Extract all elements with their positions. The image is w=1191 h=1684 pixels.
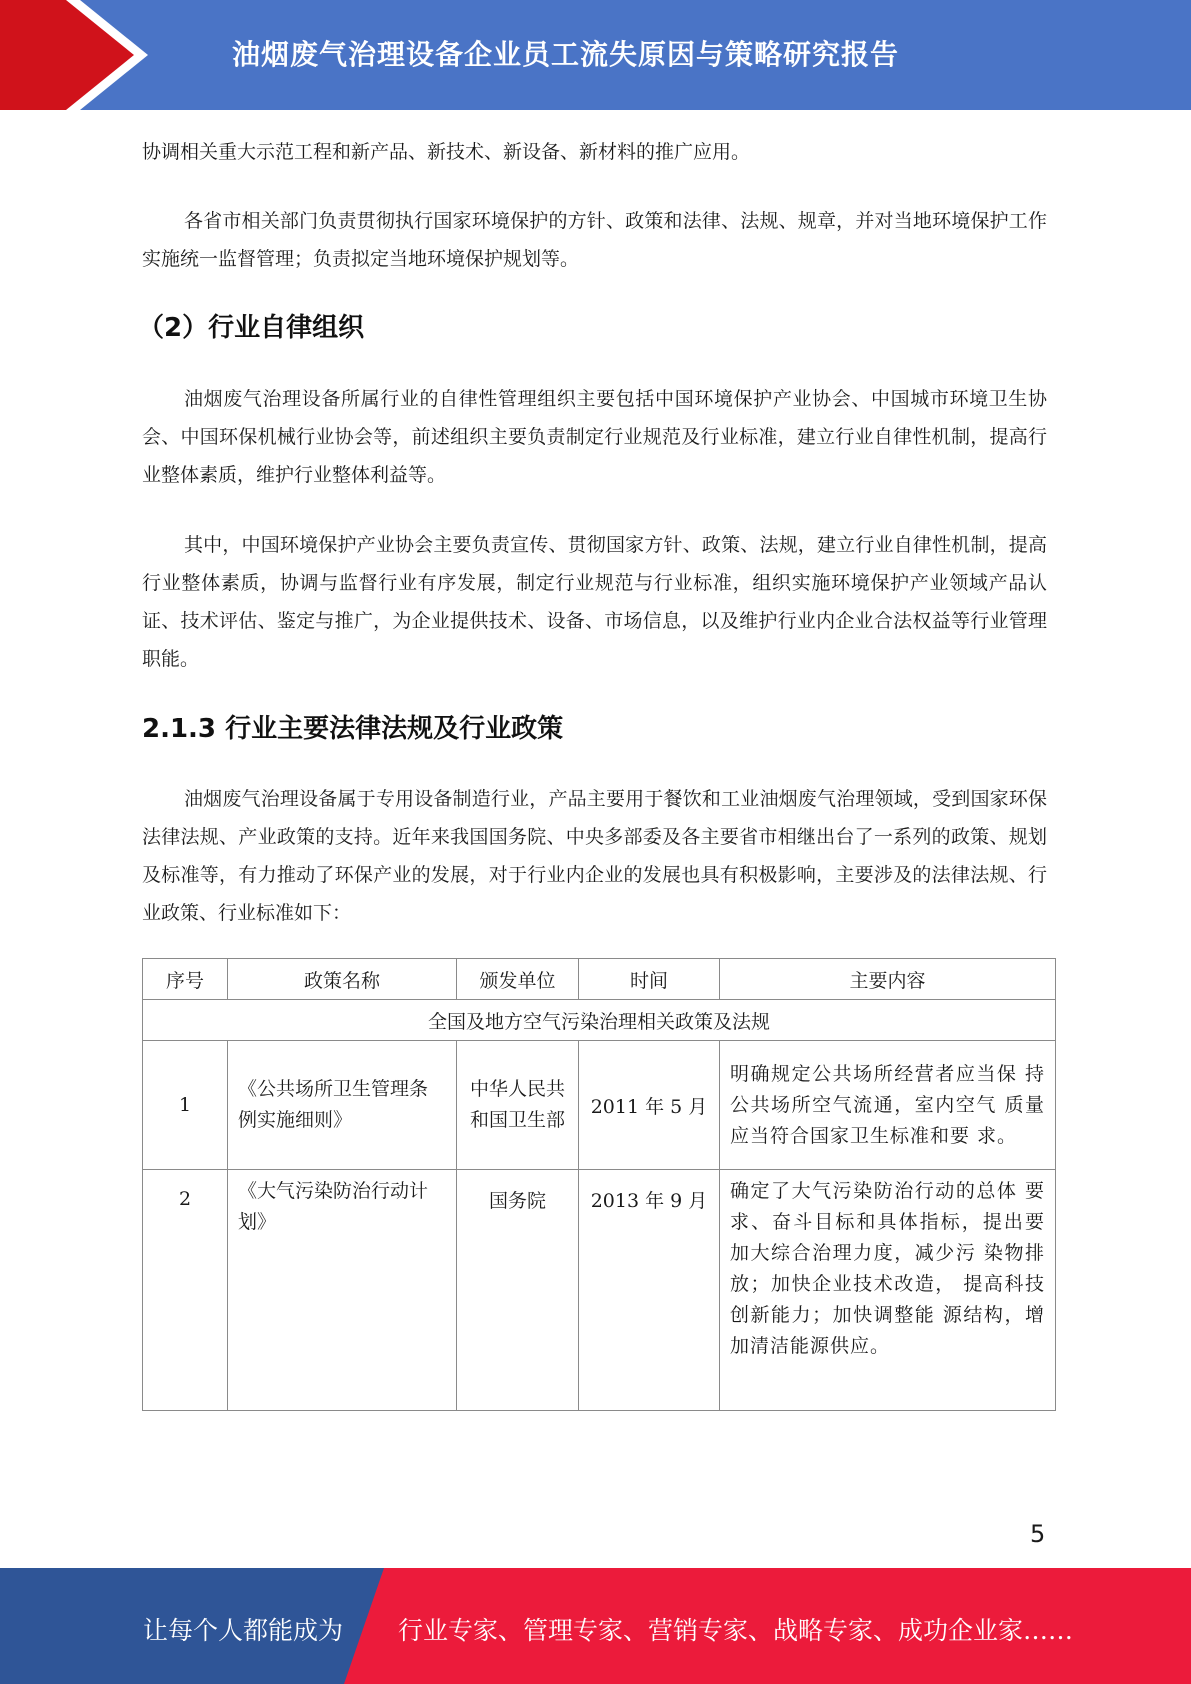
footer-slogan-right: 行业专家、管理专家、营销专家、战略专家、成功企业家…… bbox=[398, 1616, 1074, 1645]
section-heading-org: （2）行业自律组织 bbox=[138, 313, 365, 343]
table-section-title: 全国及地方空气污染治理相关政策及法规 bbox=[143, 1000, 1056, 1041]
cell-no: 2 bbox=[143, 1170, 228, 1411]
header-content: 主要内容 bbox=[720, 959, 1056, 1000]
table-row bbox=[143, 1041, 1056, 1170]
cell-issuer: 国务院 bbox=[457, 1170, 579, 1411]
paragraph-3: 油烟废气治理设备所属行业的自律性管理组织主要包括中国环境保护产业协会、中国城市环境卫生协会、中国环保机械行业协会等，前述组织主要负责制定行业规范及行业标准，建立行业自律性机制，提高行业整体素质，维护行业整体利益等。 bbox=[142, 388, 1047, 486]
header-time: 时间 bbox=[579, 959, 720, 1000]
footer-slogan-left: 让每个人都能成为 bbox=[143, 1616, 344, 1645]
paragraph-2: 各省市相关部门负责贯彻执行国家环境保护的方针、政策和法律、法规、规章，并对当地环境保护工作实施统一监督管理；负责拟定当地环境保护规划等。 bbox=[142, 210, 1047, 270]
cell-content: 确定了大气污染防治行动的总体 要求、奋斗目标和具体指标，提出要加大综合治理力度，减少污 染物排放；加快企业技术改造， 提高科技创新能力；加快调整能 源结构，增加清洁能源供应。 bbox=[720, 1170, 1056, 1411]
paragraph-4: 其中，中国环境保护产业协会主要负责宣传、贯彻国家方针、政策、法规，建立行业自律性机制，提高行业整体素质，协调与监督行业有序发展，制定行业规范与行业标准，组织实施环境保护产业领域产品认证、技术评估、鉴定与推广，为企业提供技术、设备、市场信息，以及维护行业内企业合法权益等行业管理职能。 bbox=[142, 534, 1047, 670]
table-header-row bbox=[143, 959, 1056, 1000]
policy-table bbox=[142, 958, 1056, 1411]
paragraph-5: 油烟废气治理设备属于专用设备制造行业，产品主要用于餐饮和工业油烟废气治理领域，受到国家环保法律法规、产业政策的支持。近年来我国国务院、中央多部委及各主要省市相继出台了一系列的政策、规划及标准等，有力推动了环保产业的发展，对于行业内企业的发展也具有积极影响，主要涉及的法律法规、行业政策、行业标准如下： bbox=[142, 788, 1047, 924]
cell-content: 明确规定公共场所经营者应当保 持公共场所空气流通，室内空气 质量应当符合国家卫生标准和要 求。 bbox=[720, 1041, 1056, 1170]
header-policy-name: 政策名称 bbox=[228, 959, 457, 1000]
report-title: 油烟废气治理设备企业员工流失原因与策略研究报告 bbox=[232, 38, 900, 71]
cell-time: 2011 年 5 月 bbox=[579, 1041, 720, 1170]
header-issuer: 颁发单位 bbox=[457, 959, 579, 1000]
cell-policy-name: 《公共场所卫生管理条例实施细则》 bbox=[228, 1041, 457, 1170]
cell-time: 2013 年 9 月 bbox=[579, 1170, 720, 1411]
header-no: 序号 bbox=[143, 959, 228, 1000]
page-number: 5 bbox=[1030, 1520, 1046, 1548]
chevron-arrow-icon bbox=[0, 0, 160, 110]
section-heading-2-1-3: 2.1.3 行业主要法律法规及行业政策 bbox=[142, 714, 564, 744]
page-header bbox=[0, 0, 1191, 110]
table-section-row bbox=[143, 1000, 1056, 1041]
cell-policy-name: 《大气污染防治行动计划》 bbox=[228, 1170, 457, 1411]
table-row bbox=[143, 1170, 1056, 1411]
cell-no: 1 bbox=[143, 1041, 228, 1170]
cell-issuer: 中华人民共和国卫生部 bbox=[457, 1041, 579, 1170]
paragraph-1: 协调相关重大示范工程和新产品、新技术、新设备、新材料的推广应用。 bbox=[142, 141, 751, 163]
